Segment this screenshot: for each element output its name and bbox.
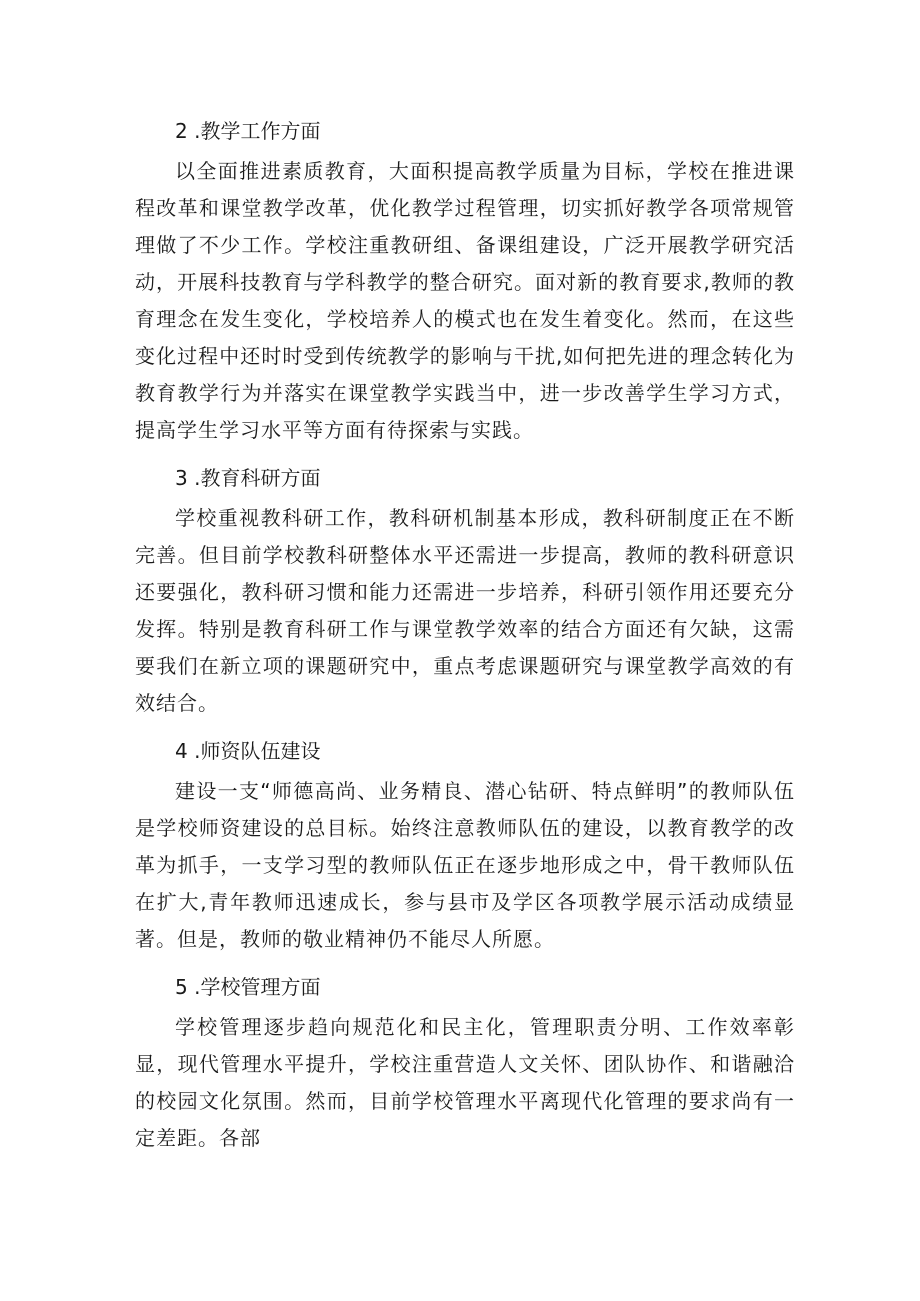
section-heading: 5 .学校管理方面 <box>175 975 321 999</box>
section-teacher-team <box>135 733 795 969</box>
section-paragraph: 学校管理逐步趋向规范化和民主化，管理职责分明、工作效率彰显，现代管理水平提升，学校注重营造人文关怀、团队协作、和谐融洽的校园文化氛围。然而，目前学校管理水平离现代化管理的要求尚有一定差距。各部 <box>135 1015 795 1150</box>
section-heading: 2 .教学工作方面 <box>175 119 321 143</box>
section-heading: 4 .师资队伍建设 <box>175 739 321 763</box>
section-school-management <box>135 969 795 1157</box>
section-paragraph: 建设一支“师德高尚、业务精良、潜心钻研、特点鲜明”的教师队伍是学校师资建设的总目标。始终注意教师队伍的建设，以教育教学的改革为抓手，一支学习型的教师队伍正在逐步地形成之中，骨干教师队伍在扩大,青年教师迅速成长，参与县市及学区各项教学展示活动成绩显著。但是，教师的敬业精神仍不能尽人所愿。 <box>135 779 795 951</box>
section-paragraph: 以全面推进素质教育，大面积提高教学质量为目标，学校在推进课程改革和课堂教学改革，优化教学过程管理，切实抓好教学各项常规管理做了不少工作。学校注重教研组、备课组建设，广泛开展教学研究活动，开展科技教育与学科教学的整合研究。面对新的教育要求,教师的教育理念在发生变化，学校培养人的模式也在发生着变化。然而，在这些变化过程中还时时受到传统教学的影响与干扰,如何把先进的理念转化为教育教学行为并落实在课堂教学实践当中，进一步改善学生学习方式，提高学生学习水平等方面有待探索与实践。 <box>135 159 795 442</box>
section-heading: 3 .教育科研方面 <box>175 466 321 490</box>
section-education-research <box>135 460 795 733</box>
document-body <box>135 113 795 1157</box>
section-teaching-work <box>135 113 795 460</box>
section-paragraph: 学校重视教科研工作，教科研机制基本形成，教科研制度正在不断完善。但目前学校教科研整体水平还需进一步提高，教师的教科研意识还要强化，教科研习惯和能力还需进一步培养，科研引领作用还要充分发挥。特别是教育科研工作与课堂教学效率的结合方面还有欠缺，这需要我们在新立项的课题研究中，重点考虑课题研究与课堂教学高效的有效结合。 <box>135 506 795 715</box>
